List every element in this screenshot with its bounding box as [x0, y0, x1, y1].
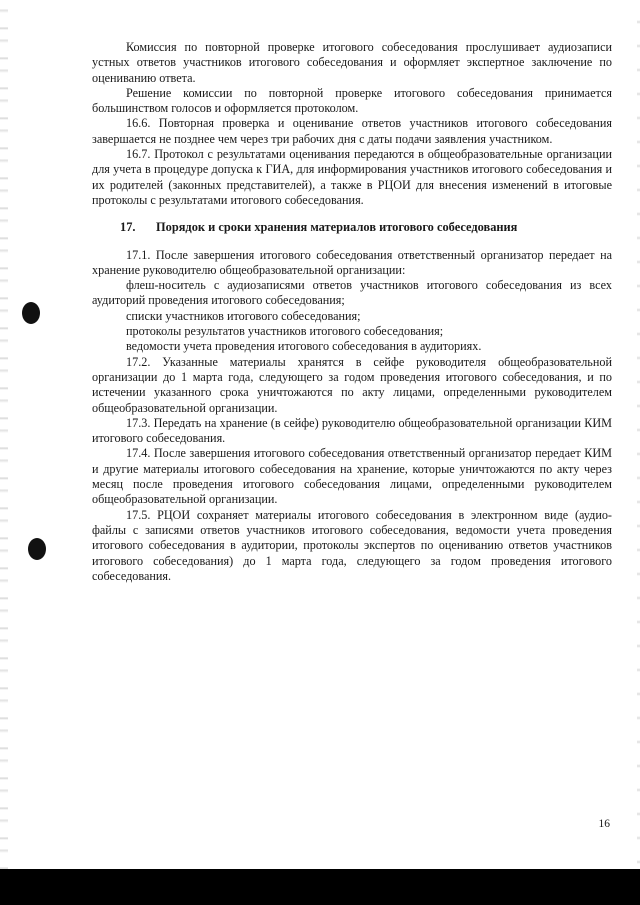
- paragraph: 17.1. После завершения итогового собеседования ответственный организатор передает на хранение руководителю общеобразовательной организации:: [92, 247, 612, 277]
- paragraph: 17.3. Передать на хранение (в сейфе) руководителю общеобразовательной организации КИМ итогового собеседования.: [92, 415, 612, 446]
- paragraph: 17.5. РЦОИ сохраняет материалы итогового собеседования в электронном виде (аудио-файлы с записями ответов участников итогового собеседования, ведомости учета проведения итогового собеседования в аудитории, протоколы экспертов по оцениванию ответов участников итогового собеседования) до 1 марта года, следующего за годом проведения итогового собеседования.: [92, 507, 612, 583]
- list-item: протоколы результатов участников итогового собеседования;: [126, 324, 444, 339]
- paragraph: 17.2. Указанные материалы хранятся в сейфе руководителя общеобразовательной организации до 1 марта года, следующего за годом проведения итогового собеседования, и по истечении указанного срока уничтожаются по акту лицами, определенными руководителем общеобразовательной организации.: [92, 354, 612, 415]
- paragraph: 17.4. После завершения итогового собеседования ответственный организатор передает КИМ и другие материалы итогового собеседования на хранение, которые уничтожаются по акту через месяц после проведения итогового собеседования лицами, определенными руководителем общеобразовательной организации.: [92, 446, 612, 507]
- paragraph: 16.6. Повторная проверка и оценивание ответов участников итогового собеседования завершается не позднее чем через три рабочих дня с даты подачи заявления участником.: [92, 116, 612, 146]
- punch-hole-top: [22, 302, 40, 324]
- scan-edge-left: [0, 0, 8, 870]
- page-number: 16: [598, 818, 610, 830]
- list-item: ведомости учета проведения итогового собеседования в аудиториях.: [126, 339, 482, 354]
- list-item: флеш-носитель с аудиозаписями ответов участников итогового собеседования из всех аудиторий проведения итогового собеседования;: [92, 278, 612, 308]
- paragraph: 16.7. Протокол с результатами оценивания передаются в общеобразовательные организации для учета в процедуре допуска к ГИА, для информирования участников итогового собеседования и их родителей (законных представителей), а также в РЦОИ для внесения изменений в итоговые протоколы с результатами итогового собеседования.: [92, 147, 612, 207]
- list-item: списки участников итогового собеседования;: [126, 308, 361, 323]
- punch-hole-bottom: [28, 538, 46, 560]
- scan-bottom-border: [0, 869, 640, 905]
- paragraph: Решение комиссии по повторной проверке итогового собеседования принимается большинством голосов и оформляется протоколом.: [92, 85, 612, 116]
- section-heading: [92, 220, 612, 235]
- paragraph: Комиссия по повторной проверке итогового собеседования прослушивает аудиозаписи устных ответов участников итогового собеседования и оформляет экспертное заключение по оцениванию ответа.: [92, 40, 612, 85]
- section-number: 17.: [120, 220, 136, 235]
- section-title: Порядок и сроки хранения материалов итогового собеседования: [156, 220, 518, 235]
- document-body: [92, 40, 612, 584]
